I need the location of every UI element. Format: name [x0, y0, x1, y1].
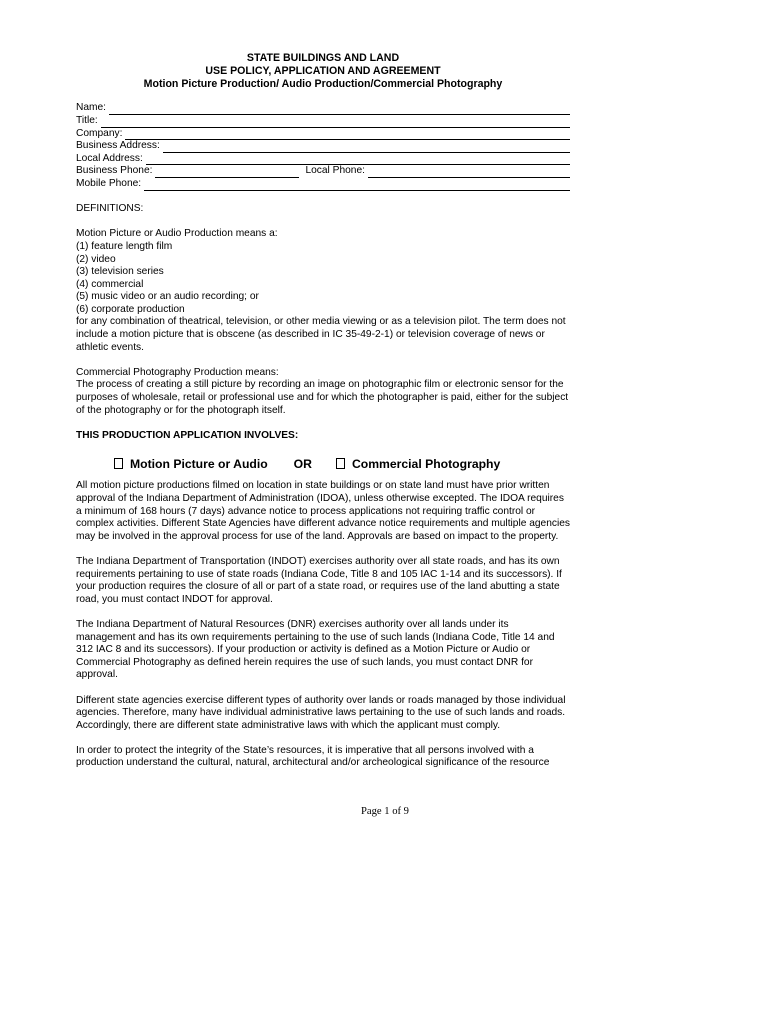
motion-def-item: (1) feature length film: [76, 240, 173, 252]
business-address-field[interactable]: [163, 143, 570, 153]
business-address-row: [76, 140, 570, 153]
commercial-photography-checkbox[interactable]: [336, 458, 345, 469]
company-field[interactable]: [125, 130, 570, 140]
company-row: [76, 128, 570, 141]
title-row: [76, 115, 570, 128]
motion-picture-option-label: Motion Picture or Audio: [130, 457, 268, 472]
motion-def-item: (3) television series: [76, 266, 164, 278]
title-label: Title:: [76, 114, 98, 126]
local-phone-field[interactable]: [368, 168, 570, 178]
commercial-photography-option-label: Commercial Photography: [351, 457, 501, 472]
production-type-choice: [76, 456, 570, 472]
name-row: [76, 102, 570, 115]
local-phone-label: Local Phone:: [305, 165, 365, 177]
phone-row: [76, 165, 570, 178]
name-field[interactable]: [109, 105, 570, 115]
applicant-fields: [76, 102, 570, 190]
local-address-row: [76, 153, 570, 166]
title-line-1: STATE BUILDINGS AND LAND: [246, 52, 400, 64]
business-phone-field[interactable]: [155, 168, 299, 178]
title-field[interactable]: [101, 118, 570, 128]
document-title: [76, 52, 570, 90]
name-label: Name:: [76, 102, 107, 114]
integrity-paragraph: In order to protect the integrity of the State’s resources, it is imperative that all persons involved with a production understand the cultural, natural, architectural and/or archeological significance of the resource: [76, 744, 550, 769]
motion-def-item: (5) music video or an audio recording; or: [76, 291, 259, 303]
motion-def-item: (4) commercial: [76, 278, 144, 290]
local-address-field[interactable]: [146, 155, 570, 165]
page-number: Page 1 of 9: [361, 806, 409, 817]
mobile-phone-row: [76, 178, 570, 191]
local-address-label: Local Address:: [76, 152, 143, 164]
business-address-label: Business Address:: [76, 140, 160, 152]
motion-def-item: (2) video: [76, 253, 116, 265]
definitions-heading: DEFINITIONS:: [76, 203, 144, 215]
mobile-phone-field[interactable]: [144, 181, 570, 191]
commercial-photography-option[interactable]: [336, 456, 500, 472]
company-label: Company:: [76, 127, 123, 139]
motion-picture-checkbox[interactable]: [114, 458, 123, 469]
involves-heading: THIS PRODUCTION APPLICATION INVOLVES:: [76, 429, 299, 441]
motion-def-item: (6) corporate production: [76, 303, 185, 315]
photo-def-intro: Commercial Photography Production means:: [76, 366, 279, 378]
idoa-paragraph: All motion picture productions filmed on location in state buildings or on state land must have prior written approval of the Indiana Department of Administration (IDOA), unless otherwise excepted. The IDOA requires a minimum of 168 hours (7 days) advance notice to process applications not requiring traffic control or complex activities. Different State Agencies have different advance notice requirements and multiple agencies may be involved in the approval process for use of the land. Approvals are based on impact to the property.: [76, 480, 570, 542]
indot-paragraph: The Indiana Department of Transportation (INDOT) exercises authority over all state roads, and has its own requirements pertaining to use of state roads (Indiana Code, Title 8 and 105 IAC 1-14 and its successors). If your production requires the closure of all or part of a state road, or requires use of the land abutting a state road, you must contact INDOT for approval.: [76, 555, 562, 605]
or-label: OR: [293, 457, 312, 472]
commercial-photography-definition: [76, 367, 570, 417]
business-phone-label: Business Phone:: [76, 165, 153, 177]
title-line-2: USE POLICY, APPLICATION AND AGREEMENT: [205, 64, 441, 77]
photo-def-body: The process of creating a still picture by recording an image on photographic film or electronic sensor for the purposes of wholesale, retail or professional use and for which the photographer is paid, either for the subject of the photography or for the photograph itself.: [76, 379, 569, 416]
title-line-3: Motion Picture Production/ Audio Production/Commercial Photography: [143, 77, 503, 90]
dnr-paragraph: The Indiana Department of Natural Resources (DNR) exercises authority over all lands under its management and has its own requirements pertaining to the use of such lands (Indiana Code, Title 14 and 312 IAC 8 and its successors). If your production or activity is defined as a Motion Picture or Audio or Commercial Photography as defined herein requires the use of such lands, you must contact DNR for approval.: [76, 618, 555, 681]
motion-picture-option[interactable]: [114, 456, 268, 472]
agencies-paragraph: Different state agencies exercise different types of authority over lands or roads managed by those individual agencies. Therefore, many have individual administrative laws pertaining to the use of such lands and roads. Accordingly, there are different state administrative laws with which the applicant must comply.: [76, 694, 566, 731]
mobile-phone-label: Mobile Phone:: [76, 177, 142, 189]
motion-def-tail: for any combination of theatrical, television, or other media viewing or as a television pilot. The term does not include a motion picture that is obscene (as described in IC 35-49-2-1) or television coverage of news or athletic events.: [76, 316, 566, 353]
document-page: [76, 52, 570, 770]
motion-def-intro: Motion Picture or Audio Production means a:: [76, 228, 278, 240]
motion-picture-definition: [76, 228, 570, 354]
